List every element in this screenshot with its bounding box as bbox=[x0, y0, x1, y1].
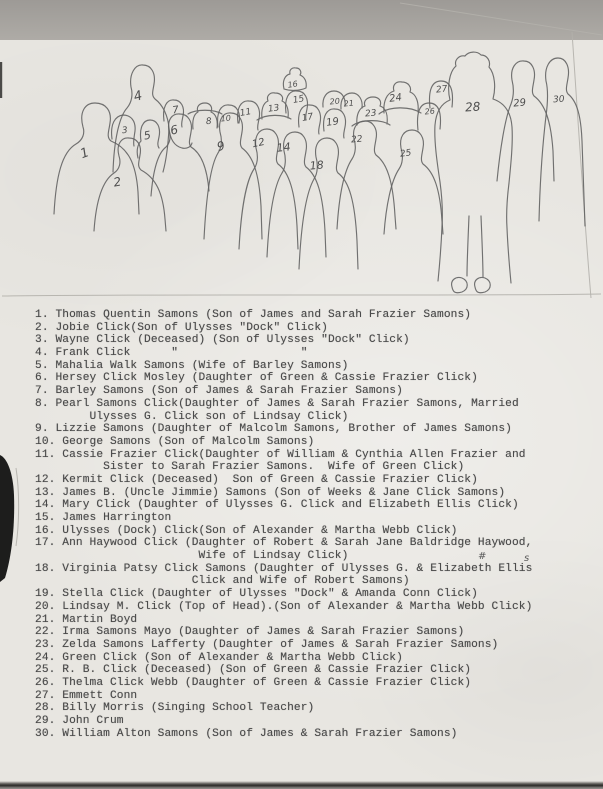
figure-number-15: 15 bbox=[292, 94, 306, 106]
scan-artifact-blob bbox=[0, 455, 14, 582]
figure-number-25: 25 bbox=[399, 148, 413, 160]
sketch-sheet-edge bbox=[2, 294, 601, 296]
roster-line: 29. John Crum bbox=[35, 715, 124, 727]
roster-line: Wife of Lindsay Click) bbox=[35, 550, 349, 563]
figure-number-7: 7 bbox=[171, 104, 180, 117]
figure-number-26: 26 bbox=[424, 106, 436, 117]
figure-number-6: 6 bbox=[168, 122, 180, 138]
figure-outline-6 bbox=[151, 114, 209, 196]
figure-number-2: 2 bbox=[112, 174, 123, 190]
figure-outline-22 bbox=[337, 121, 396, 229]
roster-line: 4. Frank Click " " bbox=[35, 347, 308, 360]
figure-outline-14 bbox=[267, 132, 326, 257]
figure-outline-4 bbox=[113, 65, 192, 172]
figure-outline-8 bbox=[188, 103, 222, 129]
figure-number-11: 11 bbox=[239, 107, 253, 119]
roster-line: 24. Green Click (Son of Alexander & Martha Webb Click) bbox=[35, 651, 403, 664]
roster-line: 13. James B. (Uncle Jimmie) Samons (Son of Weeks & Jane Click Samons) bbox=[35, 486, 506, 499]
figure-number-10: 10 bbox=[220, 113, 232, 124]
figure-number-4: 4 bbox=[132, 88, 145, 105]
roster-line: 19. Stella Click (Daughter of Ulysses "Dock" & Amanda Conn Click) bbox=[35, 588, 478, 601]
figure-number-14: 14 bbox=[275, 140, 292, 155]
roster-line: 25. R. B. Click (Deceased) (Son of Green & Cassie Frazier Click) bbox=[35, 664, 472, 677]
figure-number-23: 23 bbox=[364, 108, 377, 120]
roster-line: 30. William Alton Samons (Son of James & Sarah Frazier Samons) bbox=[35, 727, 458, 740]
roster-line: Sister to Sarah Frazier Samons. Wife of Green Click) bbox=[35, 461, 465, 474]
roster-line: 2. Jobie Click(Son of Ulysses "Dock" Click) bbox=[35, 321, 328, 334]
figure-number-29: 29 bbox=[512, 97, 527, 110]
roster-line: 28. Billy Morris (Singing School Teacher) bbox=[35, 702, 315, 715]
scan-bottom-edge bbox=[0, 781, 603, 789]
scan-artifact-edge bbox=[0, 62, 2, 98]
figure-number-18: 18 bbox=[309, 158, 325, 173]
scan-artifact-streak bbox=[16, 468, 19, 546]
sketch-numbers bbox=[78, 79, 565, 189]
paper-crease bbox=[572, 32, 591, 298]
roster-line: 1. Thomas Quentin Samons (Son of James and Sarah Frazier Samons) bbox=[35, 309, 472, 321]
figure-number-16: 16 bbox=[286, 79, 299, 90]
roster-line: 9. Lizzie Samons (Daughter of Malcolm Samons, Brother of James Samons) bbox=[35, 423, 512, 436]
roster-line: 11. Cassie Frazier Click(Daughter of William & Cynthia Allen Frazier and bbox=[35, 448, 526, 461]
roster-line: 15. James Harrington bbox=[35, 512, 172, 524]
figure-number-20: 20 bbox=[329, 96, 341, 107]
figure-number-24: 24 bbox=[388, 92, 403, 105]
figure-number-5: 5 bbox=[142, 128, 152, 143]
roster-line: Click and Wife of Robert Samons) bbox=[35, 575, 410, 588]
figure-outlines bbox=[54, 52, 585, 293]
roster-line: 17. Ann Haywood Click (Daughter of Robert & Sarah Jane Baldridge Haywood, bbox=[35, 537, 533, 550]
stray-mark: # bbox=[478, 551, 487, 562]
roster-list bbox=[35, 309, 532, 740]
roster-line: 3. Wayne Click (Deceased) (Son of Ulysses "Dock" Click) bbox=[35, 334, 410, 347]
roster-line: 23. Zelda Samons Lafferty (Daughter of James & Sarah Frazier Samons) bbox=[35, 638, 499, 651]
roster-line: 10. George Samons (Son of Malcolm Samons) bbox=[35, 435, 315, 448]
roster-line: 5. Mahalia Walk Samons (Wife of Barley Samons) bbox=[35, 359, 349, 372]
figure-outline-1 bbox=[54, 103, 139, 214]
figure-number-13: 13 bbox=[267, 103, 281, 115]
figure-number-28: 28 bbox=[464, 99, 481, 115]
roster-line: 12. Kermit Click (Deceased) Son of Green & Cassie Frazier Click) bbox=[35, 473, 478, 486]
figure-outline-30 bbox=[539, 58, 585, 226]
roster-line: 6. Hersey Click Mosley (Daughter of Green & Cassie Frazier Click) bbox=[35, 372, 478, 385]
paper-crease bbox=[400, 3, 602, 35]
figure-number-19: 19 bbox=[325, 116, 340, 129]
figure-number-27: 27 bbox=[435, 84, 449, 96]
figure-number-9: 9 bbox=[215, 138, 227, 154]
figure-number-1: 1 bbox=[78, 145, 92, 163]
figure-outline-2 bbox=[94, 138, 166, 231]
roster-line: 8. Pearl Samons Click(Daughter of James & Sarah Frazier Samons, Married bbox=[35, 397, 519, 410]
figure-number-22: 22 bbox=[350, 134, 363, 146]
roster-line: 27. Emmett Conn bbox=[35, 689, 138, 702]
figure-number-3: 3 bbox=[121, 125, 129, 137]
figure-number-8: 8 bbox=[205, 116, 213, 128]
roster-line: 26. Thelma Click Webb (Daughter of Green & Cassie Frazier Click) bbox=[35, 676, 472, 689]
roster-line: 18. Virginia Patsy Click Samons (Daughter of Ulysses G. & Elizabeth Ellis bbox=[35, 562, 533, 575]
stray-mark: s bbox=[524, 553, 530, 564]
figure-outline-9 bbox=[204, 113, 262, 239]
roster-line: 16. Ulysses (Dock) Click(Son of Alexander & Martha Webb Click) bbox=[35, 524, 458, 537]
roster-line: 21. Martin Boyd bbox=[35, 613, 138, 626]
roster-line: 20. Lindsay M. Click (Top of Head).(Son of Alexander & Martha Webb Click) bbox=[35, 600, 533, 613]
roster-line: 14. Mary Click (Daughter of Ulysses G. Click and Elizabeth Ellis Click) bbox=[35, 499, 519, 512]
figure-number-17: 17 bbox=[301, 112, 315, 124]
figure-number-30: 30 bbox=[552, 94, 565, 106]
figure-number-12: 12 bbox=[251, 136, 266, 151]
roster-line: 22. Irma Samons Mayo (Daughter of James & Sarah Frazier Samons) bbox=[35, 626, 465, 639]
roster-line: 7. Barley Samons (Son of James & Sarah Frazier Samons) bbox=[35, 385, 403, 398]
figure-outline-18 bbox=[299, 138, 358, 269]
figure-number-21: 21 bbox=[343, 98, 355, 109]
figure-outline-25 bbox=[384, 130, 443, 234]
roster-line: Ulysses G. Click son of Lindsay Click) bbox=[35, 410, 349, 423]
